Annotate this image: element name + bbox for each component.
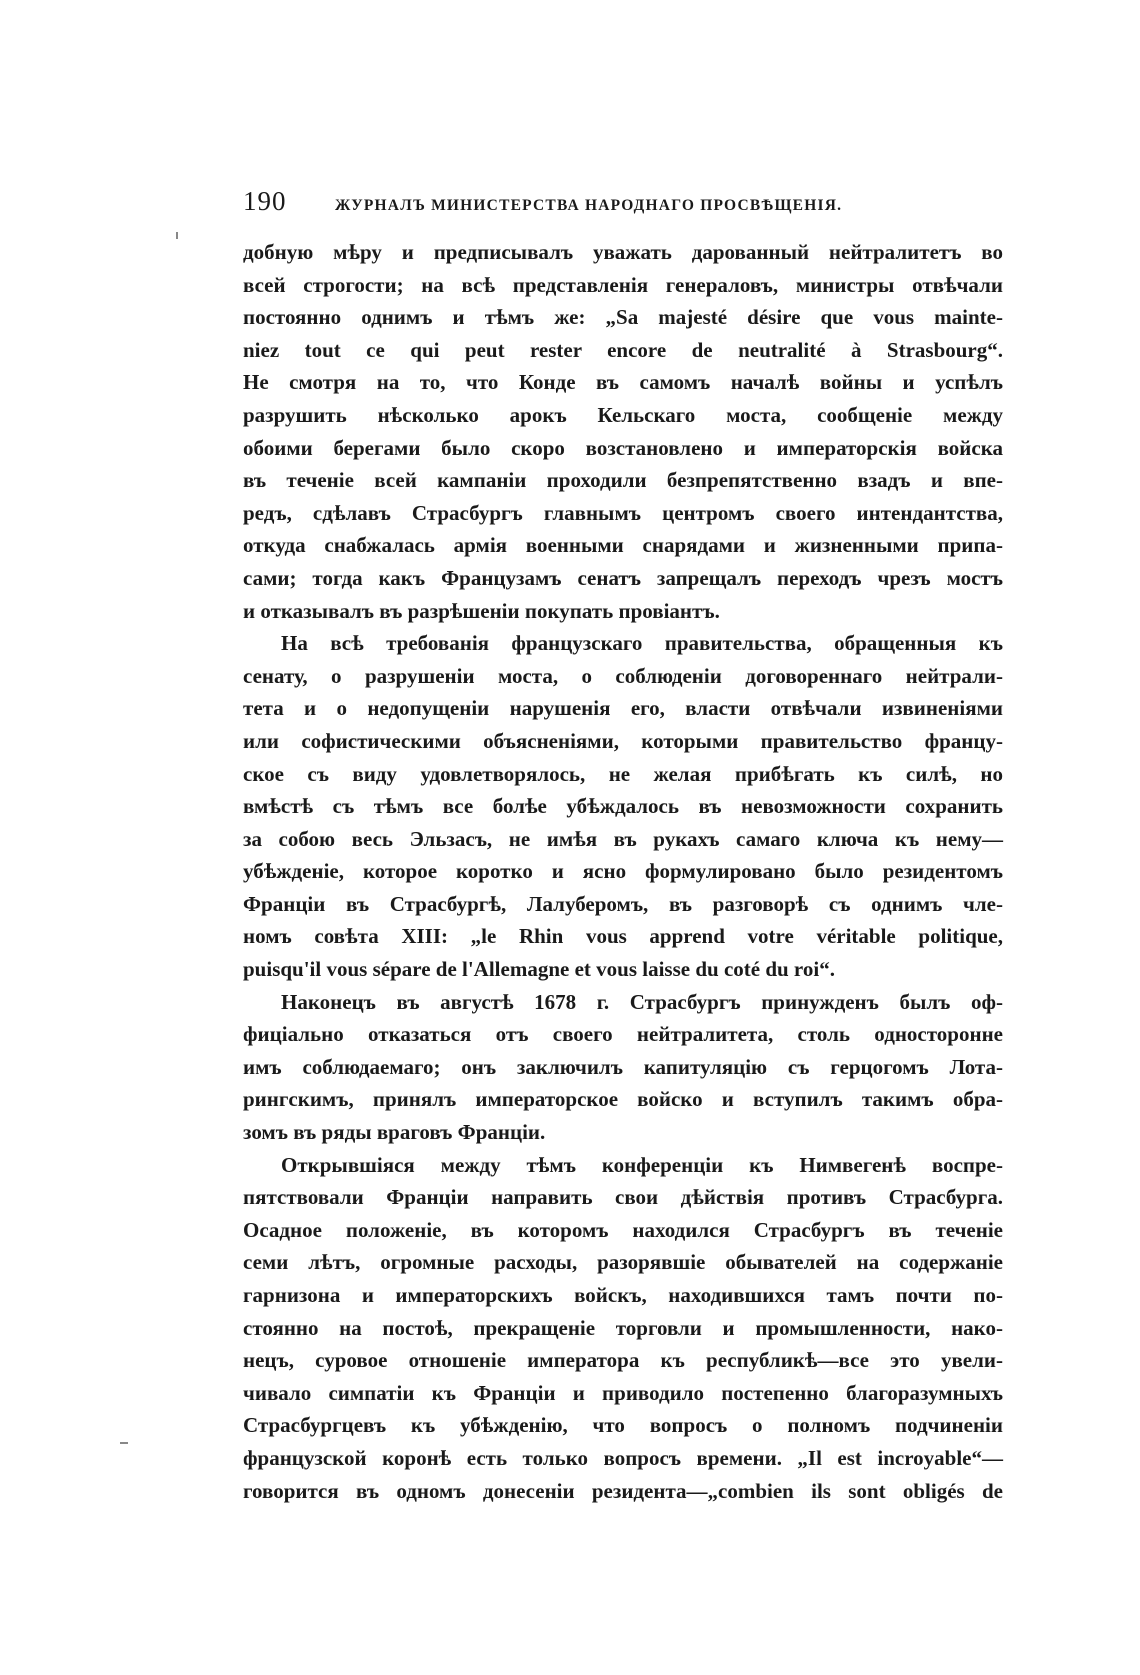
text-line: или софистическими объясненіями, которыми правительство францу-	[243, 728, 1003, 753]
text-line: чивало симпатіи къ Франціи и приводило постепенно благоразумныхъ	[243, 1380, 1003, 1405]
text-line: Наконецъ въ августѣ 1678 г. Страсбургъ принужденъ былъ оф-	[281, 989, 1003, 1014]
text-line: тета и о недопущеніи нарушенія его, власти отвѣчали извиненіями	[243, 696, 1003, 721]
text-line: пятствовали Франціи направить свои дѣйствія противъ Страсбурга.	[243, 1185, 1003, 1210]
body-text	[243, 236, 1003, 1507]
text-line: Осадное положеніе, въ которомъ находился Страсбургъ въ теченіе	[243, 1217, 1003, 1242]
text-line: фиціально отказаться отъ своего нейтралитета, столь односторонне	[243, 1022, 1003, 1047]
text-line: вмѣстѣ съ тѣмъ все болѣе убѣждалось въ невозможности сохранить	[243, 794, 1003, 819]
text-line: Открывшіяся между тѣмъ конференціи къ Нимвегенѣ воспре-	[281, 1152, 1003, 1177]
paragraph	[243, 236, 1003, 627]
text-line: рингскимъ, принялъ императорское войско и вступилъ такимъ обра-	[243, 1087, 1003, 1112]
text-line: Страсбургцевъ къ убѣжденію, что вопросъ о полномъ подчиненіи	[243, 1413, 1003, 1438]
text-line: и отказывалъ въ разрѣшеніи покупать провіантъ.	[243, 598, 720, 623]
text-line: niez tout ce qui peut rester encore de neutralité à Strasbourg“.	[243, 337, 1003, 362]
text-line: Франціи въ Страсбургѣ, Лалуберомъ, въ разговорѣ съ однимъ чле-	[243, 891, 1003, 916]
running-head: ЖУРНАЛЪ МИНИСТЕРСТВА НАРОДНАГО ПРОСВѢЩЕНІЯ.	[335, 197, 843, 214]
text-line: номъ совѣта XIII: „le Rhin vous apprend votre véritable politique,	[243, 924, 1003, 949]
page-header	[243, 186, 1003, 226]
text-line: гарнизона и императорскихъ войскъ, находившихся тамъ почти по-	[243, 1283, 1003, 1307]
page-number: 190	[243, 186, 287, 216]
text-line: откуда снабжалась армія военными снарядами и жизненными припа-	[243, 533, 1003, 558]
text-line: puisqu'il vous sépare de l'Allemagne et vous laisse du coté du roi“.	[243, 957, 835, 982]
text-line: семи лѣтъ, огромные расходы, разорявшіе обывателей на содержаніе	[243, 1250, 1003, 1275]
text-line: редъ, сдѣлавъ Страсбургъ главнымъ центромъ своего интендантства,	[243, 500, 1003, 525]
text-line: нецъ, суровое отношеніе императора къ республикѣ—все это увели-	[243, 1348, 1003, 1373]
text-line: ское съ виду удовлетворялось, не желая прибѣгать къ силѣ, но	[243, 761, 1003, 786]
paragraph	[243, 627, 1003, 986]
text-line: говорится въ одномъ донесеніи резидента—„combien ils sont obligés de	[243, 1478, 1003, 1503]
text-line: всей строгости; на всѣ представленія генераловъ, министры отвѣчали	[243, 272, 1003, 297]
text-line: разрушить нѣсколько арокъ Кельскаго моста, сообщеніе между	[243, 402, 1003, 427]
text-line: въ теченіе всей кампаніи проходили безпрепятственно взадъ и впе-	[243, 468, 1003, 493]
text-line: постоянно однимъ и тѣмъ же: „Sa majesté désire que vous mainte-	[243, 305, 1003, 330]
text-line: имъ соблюдаемаго; онъ заключилъ капитуляцію съ герцогомъ Лота-	[243, 1054, 1003, 1079]
book-page	[243, 186, 1003, 1507]
margin-tick-bottom	[120, 1442, 128, 1444]
paragraph	[243, 1149, 1003, 1508]
text-line: зомъ въ ряды враговъ Франціи.	[243, 1120, 546, 1145]
text-line: обоими берегами было скоро возстановлено и императорскія войска	[243, 435, 1003, 460]
paragraph	[243, 986, 1003, 1149]
text-line: сенату, о разрушеніи моста, о соблюденіи договореннаго нейтрали-	[243, 663, 1003, 688]
text-line: сами; тогда какъ Французамъ сенатъ запрещалъ переходъ чрезъ мостъ	[243, 565, 1003, 590]
text-line: Не смотря на то, что Конде въ самомъ началѣ войны и успѣлъ	[243, 370, 1003, 395]
text-line: стоянно на постоѣ, прекращеніе торговли и промышленности, нако-	[243, 1315, 1003, 1340]
text-line: за собою весь Эльзасъ, не имѣя въ рукахъ самаго ключа къ нему—	[243, 826, 1003, 851]
text-line: французской коронѣ есть только вопросъ времени. „Il est incroyable“—	[243, 1445, 1003, 1470]
margin-tick-top	[176, 232, 178, 239]
text-line: убѣжденіе, которое коротко и ясно формулировано было резидентомъ	[243, 859, 1003, 884]
text-line: На всѣ требованія французскаго правительства, обращенныя къ	[281, 631, 1003, 656]
text-line: добную мѣру и предписывалъ уважать дарованный нейтралитетъ во	[243, 240, 1003, 264]
